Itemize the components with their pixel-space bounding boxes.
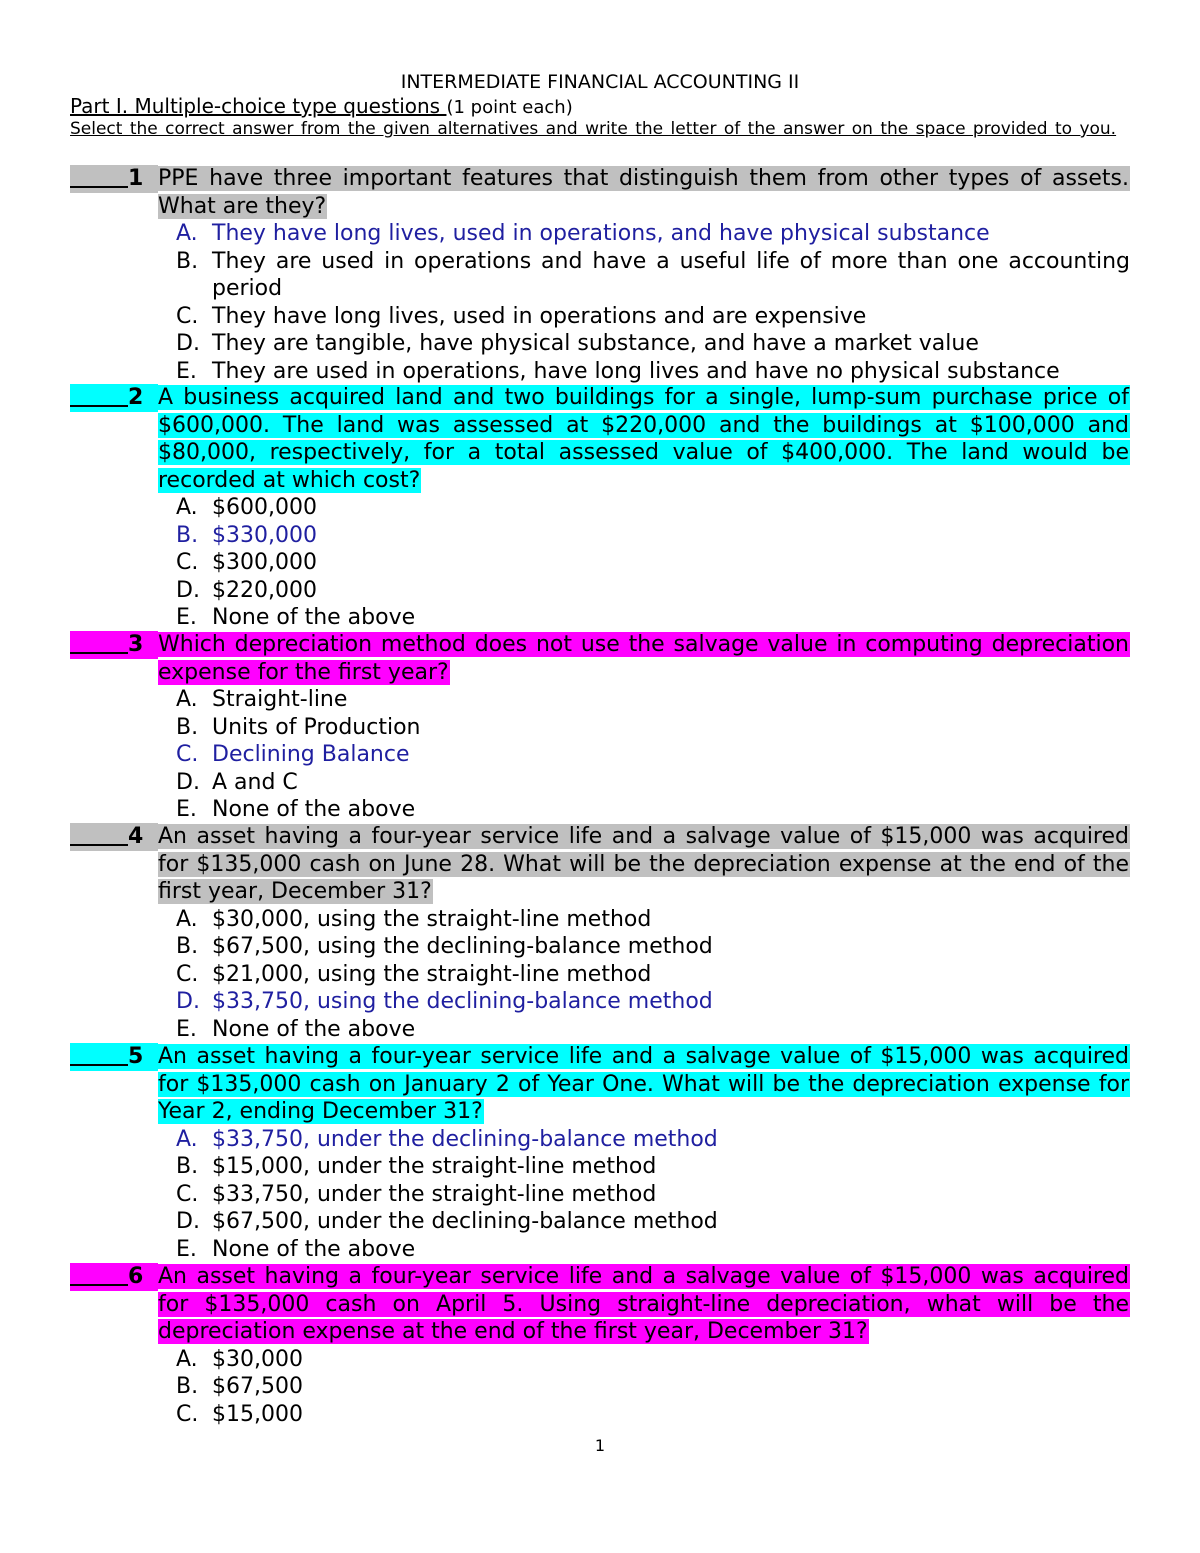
option-letter: B. <box>176 1154 199 1179</box>
question-number: 3 <box>128 631 158 659</box>
option-text: Declining Balance <box>212 742 410 767</box>
option-letter: C. <box>176 742 199 767</box>
option-item <box>176 1181 1130 1209</box>
question-4 <box>70 823 1130 1043</box>
option-item <box>176 686 1130 714</box>
question-text: An asset having a four-year service life and a salvage value of $15,000 was acquired for $135,000 cash on April 5. Using straight-line depreciation, what will be the depreciation expense at the end of the first year, December 31? <box>158 1264 1129 1344</box>
option-text: $330,000 <box>212 522 317 548</box>
option-letter: B. <box>176 934 199 959</box>
option-letter: B. <box>176 522 199 548</box>
question-number: 5 <box>128 1043 158 1071</box>
option-letter: C. <box>176 550 199 575</box>
option-letter: A. <box>176 687 198 712</box>
option-text: $15,000 <box>212 1401 303 1427</box>
question-text: PPE have three important features that distinguish them from other types of assets. What are they? <box>158 166 1129 219</box>
question-2 <box>70 384 1130 632</box>
question-6 <box>70 1263 1130 1428</box>
option-item <box>176 714 1130 742</box>
option-item <box>176 1153 1130 1181</box>
option-list <box>70 686 1130 824</box>
option-letter: C. <box>176 1181 199 1207</box>
option-item <box>176 1208 1130 1236</box>
answer-blank[interactable] <box>70 1263 128 1286</box>
option-item <box>176 1126 1130 1154</box>
question-number: 2 <box>128 384 158 412</box>
question-5 <box>70 1043 1130 1263</box>
option-letter: A. <box>176 495 198 520</box>
option-text: A and C <box>212 769 298 795</box>
option-letter: A. <box>176 906 198 932</box>
option-text: None of the above <box>212 1016 416 1042</box>
option-item <box>176 330 1130 358</box>
option-letter: A. <box>176 1346 198 1372</box>
option-item <box>176 933 1130 961</box>
option-text: $15,000, under the straight-line method <box>212 1154 657 1179</box>
question-number: 4 <box>128 823 158 851</box>
option-item <box>176 358 1130 386</box>
option-text: They have long lives, used in operations and are expensive <box>212 303 867 329</box>
option-text: $21,000, using the straight-line method <box>212 961 652 987</box>
option-item <box>176 769 1130 797</box>
option-item <box>176 1373 1130 1401</box>
option-text: $30,000, using the straight-line method <box>212 906 652 932</box>
option-text: $30,000 <box>212 1346 303 1372</box>
option-item <box>176 1236 1130 1264</box>
option-text: $300,000 <box>212 550 317 575</box>
option-list <box>70 494 1130 632</box>
option-letter: C. <box>176 1401 199 1427</box>
part-points: (1 point each) <box>446 97 573 118</box>
option-text: $33,750, under the declining-balance method <box>212 1126 718 1152</box>
option-text: $220,000 <box>212 577 317 603</box>
option-letter: D. <box>176 989 200 1014</box>
answer-blank[interactable] <box>70 165 128 188</box>
question-text: A business acquired land and two buildings for a single, lump-sum purchase price of $600,000. The land was assessed at $220,000 and the buildings at $100,000 and $80,000, respectively, for a total assessed value of $400,000. The land would be recorded at which cost? <box>158 385 1129 493</box>
document-title: INTERMEDIATE FINANCIAL ACCOUNTING II <box>400 71 800 93</box>
option-item <box>176 961 1130 989</box>
option-text: None of the above <box>212 1236 416 1262</box>
option-letter: A. <box>176 1126 198 1152</box>
option-text: $600,000 <box>212 495 317 520</box>
option-item <box>176 1401 1130 1429</box>
option-text: They have long lives, used in operations, and have physical substance <box>212 221 990 246</box>
question-3 <box>70 631 1130 824</box>
option-list <box>70 1126 1130 1264</box>
option-letter: E. <box>176 1016 197 1042</box>
option-text: $67,500, under the declining-balance method <box>212 1209 718 1234</box>
option-item <box>176 494 1130 522</box>
option-item <box>176 906 1130 934</box>
option-list <box>70 1346 1130 1429</box>
option-item <box>176 248 1130 303</box>
option-letter: D. <box>176 1209 200 1234</box>
option-item <box>176 1016 1130 1044</box>
option-letter: C. <box>176 961 199 987</box>
answer-blank[interactable] <box>70 823 128 846</box>
option-letter: D. <box>176 769 200 795</box>
option-letter: B. <box>176 1374 199 1399</box>
part-heading <box>70 93 573 121</box>
option-text: $67,500 <box>212 1374 303 1399</box>
option-item <box>176 549 1130 577</box>
question-1 <box>70 165 1130 385</box>
option-letter: B. <box>176 714 199 740</box>
option-text: Straight-line <box>212 687 348 712</box>
answer-blank[interactable] <box>70 1043 128 1066</box>
option-item <box>176 522 1130 550</box>
option-letter: D. <box>176 331 200 356</box>
option-text: $67,500, using the declining-balance method <box>212 934 713 959</box>
option-text: None of the above <box>212 797 416 822</box>
option-letter: E. <box>176 797 197 822</box>
option-letter: D. <box>176 577 200 603</box>
instructions: Select the correct answer from the given alternatives and write the letter of the answer on the space provided to you. <box>70 119 1117 139</box>
option-item <box>176 220 1130 248</box>
option-list <box>70 220 1130 385</box>
option-letter: C. <box>176 303 199 329</box>
option-letter: E. <box>176 605 197 630</box>
option-letter: B. <box>176 248 199 274</box>
answer-blank[interactable] <box>70 384 128 407</box>
question-text: Which depreciation method does not use the salvage value in computing depreciation expense for the first year? <box>158 632 1129 685</box>
option-text: They are used in operations, have long lives and have no physical substance <box>212 358 1060 384</box>
part-title: Part I. Multiple-choice type questions <box>70 94 447 118</box>
option-text: Units of Production <box>212 714 421 740</box>
option-item <box>176 604 1130 632</box>
option-item <box>176 796 1130 824</box>
option-item <box>176 1346 1130 1374</box>
option-letter: E. <box>176 1236 197 1262</box>
option-list <box>70 906 1130 1044</box>
page-number: 1 <box>594 1436 606 1455</box>
option-text: $33,750, under the straight-line method <box>212 1181 657 1207</box>
question-text: An asset having a four-year service life and a salvage value of $15,000 was acquired for $135,000 cash on June 28. What will be the depreciation expense at the end of the first year, December 31? <box>158 824 1129 904</box>
option-text: They are tangible, have physical substance, and have a market value <box>212 331 979 356</box>
question-number: 1 <box>128 165 158 193</box>
option-item <box>176 741 1130 769</box>
option-item <box>176 577 1130 605</box>
option-item <box>176 988 1130 1016</box>
option-item <box>176 303 1130 331</box>
question-text: An asset having a four-year service life and a salvage value of $15,000 was acquired for $135,000 cash on January 2 of Year One. What will be the depreciation expense for Year 2, ending December 31? <box>158 1044 1129 1124</box>
option-text: None of the above <box>212 605 416 630</box>
option-letter: E. <box>176 358 197 384</box>
question-number: 6 <box>128 1263 158 1291</box>
answer-blank[interactable] <box>70 631 128 654</box>
option-letter: A. <box>176 221 198 246</box>
option-text: $33,750, using the declining-balance method <box>212 989 713 1014</box>
option-text: They are used in operations and have a useful life of more than one accounting period <box>212 248 1130 301</box>
